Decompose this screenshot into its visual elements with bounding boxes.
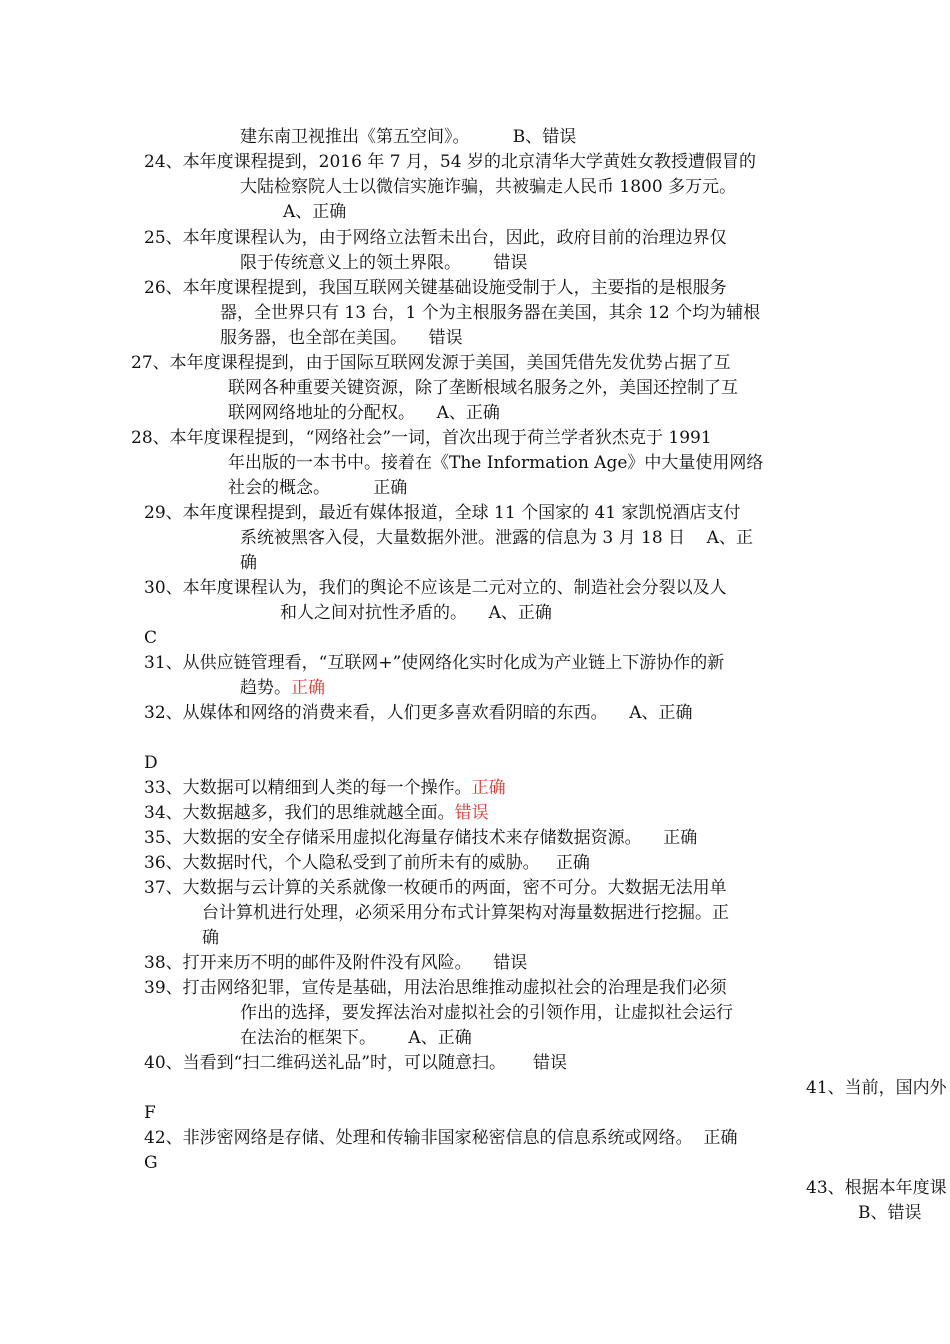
question-37: 37、大数据与云计算的关系就像一枚硬币的两面，密不可分。大数据无法用单: [144, 878, 727, 898]
answer-highlight: 错误: [454, 803, 489, 823]
text-line: 台计算机进行处理，必须采用分布式计算架构对海量数据进行挖掘。正: [202, 903, 729, 923]
text-line: 建东南卫视推出《第五空间》。 B、错误: [240, 127, 577, 147]
answer-text: B、错误: [858, 1203, 922, 1223]
question-35: 35、大数据的安全存储采用虚拟化海量存储技术来存储数据资源。 正确: [144, 828, 698, 848]
line-text: 趋势。: [240, 678, 291, 698]
text-line: 器，全世界只有 13 台，1 个为主根服务器在美国，其余 12 个均为辅根: [220, 303, 761, 323]
question-33: [144, 776, 506, 800]
question-25: 25、本年度课程认为，由于网络立法暂未出台，因此，政府目前的治理边界仅: [144, 228, 727, 248]
line-text: 33、大数据可以精细到人类的每一个操作。: [144, 778, 472, 798]
question-27: 27、本年度课程提到，由于国际互联网发源于美国，美国凭借先发优势占据了互: [131, 353, 731, 373]
text-line: 年出版的一本书中。接着在《The Information Age》中大量使用网络: [228, 453, 764, 473]
text-line: 大陆检察院人士以微信实施诈骗，共被骗走人民币 1800 多万元。: [240, 177, 737, 197]
text-line: 系统被黑客入侵，大量数据外泄。泄露的信息为 3 月 18 日 A、正: [240, 528, 753, 548]
question-32: 32、从媒体和网络的消费来看，人们更多喜欢看阴暗的东西。 A、正确: [144, 703, 693, 723]
question-29: 29、本年度课程提到，最近有媒体报道，全球 11 个国家的 41 家凯悦酒店支付: [144, 503, 741, 523]
question-34: [144, 801, 489, 825]
text-line: 和人之间对抗性矛盾的。 A、正确: [280, 603, 552, 623]
line-text: 34、大数据越多，我们的思维就越全面。: [144, 803, 455, 823]
question-40: 40、当看到“扫二维码送礼品”时，可以随意扫。 错误: [144, 1053, 568, 1073]
question-38: 38、打开来历不明的邮件及附件没有风险。 错误: [144, 953, 528, 973]
text-line: 联网网络地址的分配权。 A、正确: [228, 403, 500, 423]
text-line: 确: [240, 553, 257, 573]
text-line: 限于传统意义上的领土界限。 错误: [240, 253, 528, 273]
question-43: 43、根据本年度课: [806, 1178, 947, 1198]
answer-text: A、正确: [283, 202, 347, 222]
text-line: 服务器，也全部在美国。 错误: [220, 328, 463, 348]
text-line: [240, 676, 325, 700]
answer-highlight: 正确: [291, 678, 325, 698]
question-26: 26、本年度课程提到，我国互联网关键基础设施受制于人，主要指的是根服务: [144, 278, 727, 298]
section-letter: F: [144, 1103, 156, 1123]
question-42: 42、非涉密网络是存储、处理和传输非国家秘密信息的信息系统或网络。 正确: [144, 1128, 738, 1148]
question-30: 30、本年度课程认为，我们的舆论不应该是二元对立的、制造社会分裂以及人: [144, 578, 727, 598]
text-line: 联网各种重要关键资源，除了垄断根域名服务之外，美国还控制了互: [228, 378, 738, 398]
question-39: 39、打击网络犯罪，宣传是基础，用法治思维推动虚拟社会的治理是我们必须: [144, 978, 727, 998]
answer-highlight: 正确: [471, 778, 506, 798]
section-letter: C: [144, 628, 158, 648]
question-41: 41、当前，国内外: [806, 1078, 947, 1098]
question-28: 28、本年度课程提到，“网络社会”一词，首次出现于荷兰学者狄杰克于 1991: [131, 428, 712, 448]
question-31: 31、从供应链管理看，“互联网+”使网络化实时化成为产业链上下游协作的新: [144, 653, 725, 673]
text-line: 确: [202, 928, 219, 948]
text-line: 作出的选择，要发挥法治对虚拟社会的引领作用，让虚拟社会运行: [240, 1003, 733, 1023]
section-letter: G: [144, 1153, 158, 1173]
question-24: 24、本年度课程提到，2016 年 7 月，54 岁的北京清华大学黄姓女教授遭假冒的: [144, 152, 756, 172]
text-line: 社会的概念。 正确: [228, 478, 408, 498]
text-line: 在法治的框架下。 A、正确: [240, 1028, 472, 1048]
question-36: 36、大数据时代，个人隐私受到了前所未有的威胁。 正确: [144, 853, 590, 873]
section-letter: D: [144, 753, 158, 773]
